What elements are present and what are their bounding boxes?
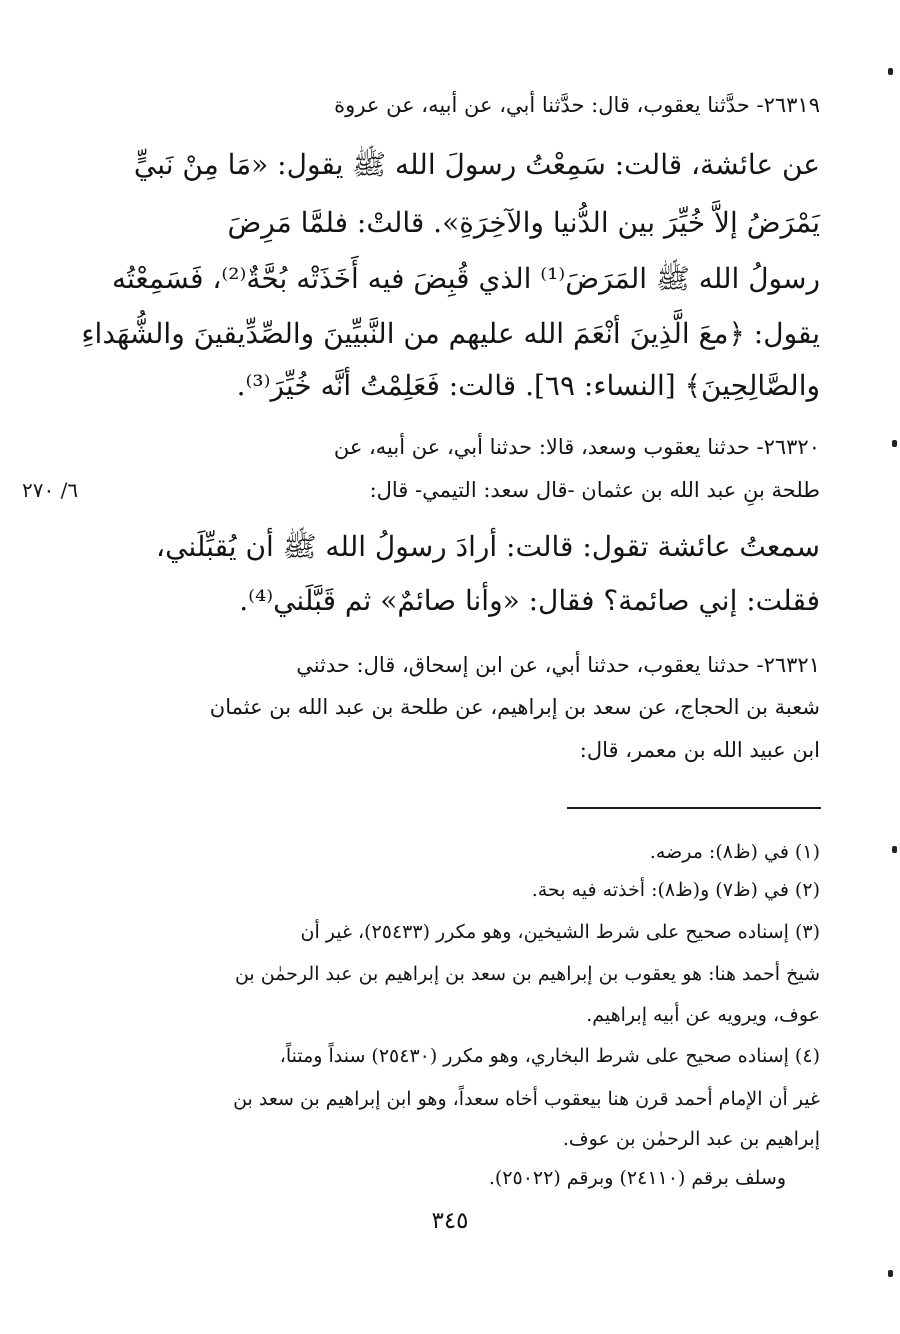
scan-speck [888, 1270, 893, 1277]
footnote-line: عوف، ويرويه عن أبيه إبراهيم. [586, 1004, 820, 1026]
margin-reference: ٦/ ٢٧٠ [22, 478, 79, 502]
footnote-line: (٣) إسناده صحيح على شرط الشيخين، وهو مكرر (٢٥٤٣٣)، غير أن [300, 921, 820, 943]
page-number: ٣٤٥ [431, 1208, 469, 1234]
hadith-26321-line-3: ابن عبيد الله بن معمر، قال: [579, 738, 820, 762]
hadith-26319-line-3: يَمْرَضُ إلاَّ خُيِّرَ بين الدُّنيا والآخِرَةِ». قالتْ: فلمَّا مَرِضَ [227, 206, 820, 239]
footnote-line: (٤) إسناده صحيح على شرط البخاري، وهو مكرر (٢٥٤٣٠) سنداً ومتناً، [279, 1045, 820, 1067]
scan-speck [892, 846, 897, 853]
hadith-26319-line-6: والصَّالِحِينَ﴾ [النساء: ٦٩]. قالت: فَعَلِمْتُ أنَّه خُيِّرَ⁽³⁾. [236, 369, 820, 402]
scan-speck [892, 440, 897, 447]
hadith-26319-line-4: رسولُ الله ﷺ المَرَضَ⁽¹⁾ الذي قُبِضَ فيه أَخَذَتْه بُحَّةٌ⁽²⁾، فَسَمِعْتُه [111, 262, 820, 295]
hadith-26320-matn-line-2: فقلت: إني صائمة؟ فقال: «وأنا صائمٌ» ثم قَبَّلَني⁽⁴⁾. [239, 584, 820, 617]
hadith-26320-isnad-line-1: ٢٦٣٢٠- حدثنا يعقوب وسعد، قالا: حدثنا أبي، عن أبيه، عن [333, 435, 820, 459]
footnote-line: إبراهيم بن عبد الرحمٰن بن عوف. [562, 1128, 820, 1150]
scan-speck [888, 68, 893, 75]
hadith-26319-line-2: عن عائشة، قالت: سَمِعْتُ رسولَ الله ﷺ يقول: «مَا مِنْ نَبيٍّ [133, 148, 820, 181]
footnote-line: (١) في (ظ٨): مرضه. [649, 841, 820, 863]
hadith-26321-line-2: شعبة بن الحجاج، عن سعد بن إبراهيم، عن طلحة بن عبد الله بن عثمان [209, 695, 820, 719]
footnote-line: وسلف برقم (٢٤١١٠) وبرقم (٢٥٠٢٢). [488, 1167, 786, 1189]
hadith-26319-line-5: يقول: ﴿معَ الَّذِينَ أنْعَمَ الله عليهم من النَّبيِّينَ والصِّدِّيقينَ والشُّهَداءِ [81, 317, 820, 350]
footnote-separator [567, 807, 821, 809]
hadith-26320-matn-line-1: سمعتُ عائشة تقول: قالت: أرادَ رسولُ الله ﷺ أن يُقبِّلَني، [156, 530, 820, 563]
hadith-26321-line-1: ٢٦٣٢١- حدثنا يعقوب، حدثنا أبي، عن ابن إسحاق، قال: حدثني [296, 653, 820, 677]
footnote-line: غير أن الإمام أحمد قرن هنا بيعقوب أخاه سعداً، وهو ابن إبراهيم بن سعد بن [233, 1088, 820, 1110]
hadith-26320-isnad-line-2: طلحة بنِ عبد الله بن عثمان -قال سعد: التيمي- قال: [369, 478, 820, 502]
footnote-line: شيخ أحمد هنا: هو يعقوب بن إبراهيم بن سعد بن إبراهيم بن عبد الرحمٰن بن [234, 963, 820, 985]
footnote-line: (٢) في (ظ٧) و(ظ٨): أخذته فيه بحة. [531, 879, 820, 901]
hadith-26319-line-1: ٢٦٣١٩- حدَّثنا يعقوب، قال: حدَّثنا أبي، عن أبيه، عن عروة [334, 93, 820, 117]
